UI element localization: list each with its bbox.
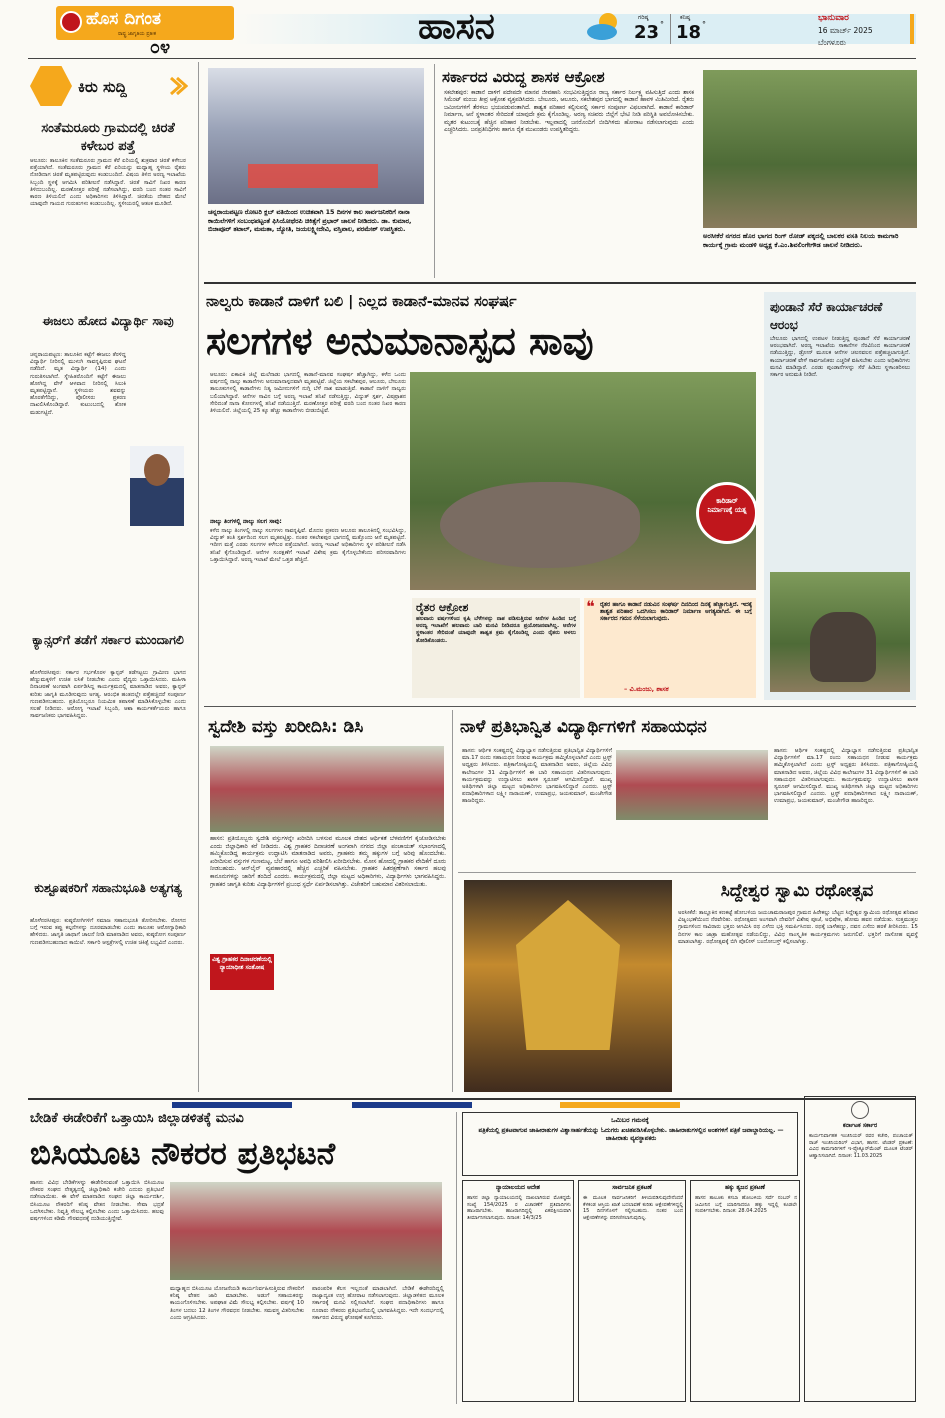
story-title: ಕುಶ್ಟೂಷಕರಿಗೆ ಸಹಾನುಭೂತಿ ಅತ್ಯಗತ್ಯ — [34, 880, 182, 895]
bottom-body: ಮಧ್ಯಾಹ್ನದ ಬಿಸಿಯೂಟ ಯೋಜನೆಯಡಿ ಕಾರ್ಯನಿರ್ವಹಿಸುತ್ತಿರುವ ನೌಕರರಿಗೆ ಕನಿಷ್ಠ ವೇತನ ಜಾರಿ ಮಾಡಬೇಕು. ಅಡುಗೆ ಸಹಾಯಕರನ್ನು ಕಾಯಂಗೊಳಿಸಬೇಕು. ಅಪಘಾತ ವಿಮೆ ಸೌಲಭ್ಯ ಕಲ್ಪಿಸಬೇಕು. ವರ್ಷಕ್ಕೆ 10 ತಿಂಗಳ ಬದಲು 12 ತಿಂಗಳ ಗೌರವಧನ ನೀಡಬೇಕು. ಸಮವಸ್ತ್ರ ವಿತರಿಸಬೇಕು ಎಂದು ಆಗ್ರಹಿಸಿದರು. — [170, 1286, 304, 1321]
story-title: ಸಿದ್ದೇಶ್ವರ ಸ್ವಾಮಿ ರಥೋತ್ಸವ — [720, 881, 874, 901]
notice-banner — [462, 1112, 798, 1176]
min-temp: 18 — [676, 22, 702, 43]
max-temp: 23 — [634, 22, 660, 43]
section-rule — [458, 872, 916, 873]
photo-caption: ಚನ್ನರಾಯಪಟ್ಟಣ ರೋಟರಿ ಕ್ಲಬ್ ವತಿಯಿಂದ ಉಚಿತವಾಗಿ 15 ದಿನಗಳ ಕಾಲ ಸಾರ್ವಜನಿಕರಿಗೆ ನಾನಾ ಕಾಯಿಲೆಗಳಿಗೆ ಸಂಬಂಧಪಟ್ಟಂತೆ ಫಿಸಿಯೋಥೆರಪಿ ಚಿಕಿತ್ಸೆಗೆ ಪ್ರಭಾರ್ ಚಾಲನೆ ನೀಡಿದರು. ಡಾ. ಕುಮಾರ, ಬಿಜಾಪೂರ್ ತಟಾಲ್, ಮಮತಾ, ಜ್ಯೋತಿ, ಜಯಲಕ್ಷ್ಮೀದೇವಿ, ವಸ್ತಿಪಾಲ, ಪರಮೇಶ್ ಉಪಸ್ಥಿತರು. — [208, 208, 412, 234]
min-temp-deg: ° — [702, 20, 706, 29]
side-photo — [770, 572, 910, 692]
notice — [578, 1180, 686, 1402]
box-body: ಹಲವಾರು ವರ್ಷಗಳಿಂದ ಕೃಷಿ ಬೆಳೆಗಳನ್ನು ನಾಶ ಪಡಿಸುತ್ತಿರುವ ಆನೆಗಳ ಹಿಂಡಿನ ಬಗ್ಗೆ ಅರಣ್ಯ ಇಲಾಖೆಗೆ ಹಲವಾರು ಬಾರಿ ಮನವಿ ನೀಡಿದರೂ ಪ್ರಯೋಜನವಾಗಿಲ್ಲ. ಆನೆಗಳ ಸ್ಥಳಾಂತರ ಸೇರಿದಂತೆ ಯಾವುದೇ ಶಾಶ್ವತ ಕ್ರಮ ಕೈಗೊಂಡಿಲ್ಲ ಎಂದು ರೈತರು ಅಳಲು ತೋಡಿಕೊಂಡರು. — [416, 616, 576, 644]
registration-marks — [88, 1408, 128, 1416]
kirusuddi-label: ಕಿರು ಸುದ್ದಿ — [78, 78, 127, 96]
col-rule — [434, 64, 435, 278]
notice-body: ಕಾರ್ಯನಿರ್ವಾಹಕ ಇಂಜಿನಿಯರ್ ರವರ ಕಚೇರಿ, ಪಂಚಾಯತ್ ರಾಜ್ ಇಂಜಿನಿಯರಿಂಗ್ ವಿಭಾಗ, ಹಾಸನ. ಟೆಂಡರ್ ಪ್ರಕಟಣೆ: ವಿವಿಧ ಕಾಮಗಾರಿಗಳಿಗೆ ಇ-ಪ್ರೊಕ್ಯೂರ್‌ಮೆಂಟ್ ಮೂಲಕ ಟೆಂಡರ್ ಆಹ್ವಾನಿಸಲಾಗಿದೆ. ದಿನಾಂಕ: 11.03.2025 — [809, 1133, 913, 1159]
lead-kicker: ನಾಲ್ವರು ಕಾಡಾನೆ ದಾಳಿಗೆ ಬಲಿ | ನಿಲ್ಲದ ಕಾಡಾನೆ-ಮಾನವ ಸಂಘರ್ಷ — [206, 294, 517, 310]
story-body: ಅರಸೀಕೆರೆ: ತಾಲ್ಲೂಕಿನ ಕಣಕಟ್ಟೆ ಹೋಬಳಿಯ ಜಯಚಾಮರಾಜಪುರ ಗ್ರಾಮದ ಹಿರೇಕಲ್ಲು ಬೆಟ್ಟದ ಸಿದ್ದೇಶ್ವರ ಸ್ವಾಮಿಯ ರಥೋತ್ಸವ ಶನಿವಾರ ವಿಜೃಂಭಣೆಯಿಂದ ನೆರವೇರಿತು. ರಥೋತ್ಸವದ ಅಂಗವಾಗಿ ದೇವರಿಗೆ ವಿಶೇಷ ಪೂಜೆ, ಅಭಿಷೇಕ, ಹೋಮ ಹವನ ನಡೆಯಿತು. ಸುತ್ತಮುತ್ತಲ ಗ್ರಾಮಗಳಿಂದ ಸಾವಿರಾರು ಭಕ್ತರು ಆಗಮಿಸಿ ರಥ ಎಳೆದು ಭಕ್ತಿ ಸಮರ್ಪಿಸಿದರು. ರಥಕ್ಕೆ ಬಾಳೆಹಣ್ಣು, ದವನ ಎಸೆದು ಹರಕೆ ತೀರಿಸಿದರು. 15 ದಿನಗಳ ಕಾಲ ಜಾತ್ರಾ ಮಹೋತ್ಸವ ನಡೆಯಲಿದ್ದು, ವಿವಿಧ ಸಾಂಸ್ಕೃತಿಕ ಕಾರ್ಯಕ್ರಮಗಳು ಜರುಗಲಿವೆ. ಭಕ್ತರಿಗೆ ದಾಸೋಹ ವ್ಯವಸ್ಥೆ ಮಾಡಲಾಗಿತ್ತು. ರಥೋತ್ಸವಕ್ಕೆ ಬಿಗಿ ಪೊಲೀಸ್ ಬಂದೋಬಸ್ತ್ ಕಲ್ಪಿಸಲಾಗಿತ್ತು. — [678, 910, 918, 945]
farmers-box — [412, 598, 580, 698]
consumer-badge — [210, 954, 274, 990]
emblem-icon — [851, 1101, 869, 1119]
protest-photo — [170, 1182, 442, 1280]
masthead — [0, 0, 945, 58]
story-title: ಸ್ವದೇಶಿ ವಸ್ತು ಖರೀದಿಸಿ: ಡಿಸಿ — [208, 717, 364, 737]
quote-author: – ವಿ.ಮಂಜು, ಶಾಸಕ — [624, 685, 669, 693]
quote-icon: ❝ — [586, 600, 595, 614]
logo-emblem-icon — [60, 11, 82, 33]
side-body: ಬೇಲೂರು ಭಾಗದಲ್ಲಿ ಉಪಟಳ ನೀಡುತ್ತಿದ್ದ ಪುಂಡಾನೆ ಸೆರೆ ಕಾರ್ಯಾಚರಣೆ ಆರಂಭವಾಗಿದೆ. ಅರಣ್ಯ ಇಲಾಖೆಯ ಸಾಕಾನೆಗಳ ನೆರವಿನಿಂದ ಕಾರ್ಯಾಚರಣೆ ನಡೆಯುತ್ತಿದ್ದು, ಡ್ರೋನ್ ಮೂಲಕ ಆನೆಗಳ ಚಲನವಲನ ಪತ್ತೆಹಚ್ಚಲಾಗುತ್ತಿದೆ. ಕಾರ್ಯಾಚರಣೆ ವೇಳೆ ಸಾರ್ವಜನಿಕರು ಎಚ್ಚರಿಕೆ ವಹಿಸಬೇಕು ಎಂದು ಅಧಿಕಾರಿಗಳು ಮನವಿ ಮಾಡಿದ್ದಾರೆ. ಎರಡು ಪುಂಡಾನೆಗಳನ್ನು ಸೆರೆ ಹಿಡಿದು ಸ್ಥಳಾಂತರಿಸಲು ಸರ್ಕಾರ ಅನುಮತಿ ನೀಡಿದೆ. — [770, 336, 910, 379]
section-rule — [28, 1098, 916, 1100]
masthead-rule — [28, 58, 916, 59]
badge-text: ಕಾರಿಡಾರ್ ನಿರ್ಮಾಣಕ್ಕೆ ಯತ್ನ — [707, 497, 747, 514]
scholarship-photo — [616, 750, 768, 820]
badge-text: ವಿಶ್ವ ಗ್ರಾಹಕರ ದಿನಾಚರಣೆಯಲ್ಲಿ ನ್ಯಾಯಾಧೀಶ ಸಂತೋಷ — [212, 956, 272, 971]
elephant-shape — [810, 612, 876, 682]
lead-headline: ಸಲಗಗಳ ಅನುಮಾನಾಸ್ಪದ ಸಾವು — [206, 319, 594, 363]
student-photo — [130, 446, 184, 526]
masthead-accent — [910, 14, 914, 44]
badge — [696, 482, 756, 544]
weather-icon — [584, 10, 626, 42]
photo-caption: ಅರಸೀಕೆರೆ ನಗರದ ಹೊರ ಭಾಗದ ರಿಂಗ್ ರೋಡ್ ಪಕ್ಕದಲ್ಲಿ ಬಾಲಕರ ವಸತಿ ನಿಲಯ ಕಾಮಗಾರಿ ಕಾರ್ಯಕ್ಕೆ ಗ್ರಾಮ ಮಂಡಳಿ ಅಧ್ಯಕ್ಷ ಕೆ.ಎಂ.ಶಿವಲಿಂಗೇಗೌಡ ಚಾಲನೆ ನೀಡಿದರು. — [703, 232, 899, 249]
story-title: ಈಜಲು ಹೋದ ವಿದ್ಯಾರ್ಥಿ ಸಾವು — [42, 313, 174, 328]
notice-body: ಈ ಮೂಲಕ ಸಾರ್ವಜನಿಕರಿಗೆ ತಿಳಿಯಪಡಿಸುವುದೇನೆಂದರೆ ಕೆಳಕಂಡ ಆಸ್ತಿಯ ಖಾತೆ ಬದಲಾವಣೆ ಕುರಿತು ಆಕ್ಷೇಪಣೆಗಳಿದ್ದಲ್ಲಿ 15 ದಿನಗಳೊಳಗೆ ಸಲ್ಲಿಸಬಹುದು. ನಂತರ ಬಂದ ಆಕ್ಷೇಪಣೆಗಳನ್ನು ಪರಿಗಣಿಸಲಾಗುವುದಿಲ್ಲ. — [583, 1195, 683, 1221]
logo-tagline: ರಾಷ್ಟ್ರ ಜಾಗೃತಿಯ ಪ್ರತೀಕ — [118, 31, 157, 37]
chariot-shape — [516, 900, 620, 1050]
story-title: ಸರ್ಕಾರದ ವಿರುದ್ಧ ಶಾಸಕ ಆಕ್ರೋಶ — [442, 68, 605, 86]
min-temp-label: ಕನಿಷ್ಠ — [680, 14, 691, 21]
bottom-kicker: ಬೇಡಿಕೆ ಈಡೇರಿಕೆಗೆ ಒತ್ತಾಯಿಸಿ ಜಿಲ್ಲಾಡಳಿತಕ್ಕೆ ಮನವಿ — [30, 1111, 244, 1126]
lead-photo — [410, 372, 756, 590]
consumer-photo — [210, 746, 444, 832]
section-rule — [204, 706, 916, 707]
notice-title: ಹಕ್ಕು ತ್ಯಜನ ಪ್ರಕಟಣೆ — [725, 1184, 765, 1191]
issue-date: 16 ಮಾರ್ಚ್ 2025 — [818, 26, 873, 35]
logo-block — [56, 6, 234, 40]
notice — [804, 1096, 916, 1402]
city-name: ಹಾಸನ — [418, 6, 495, 47]
quote-box — [584, 598, 756, 698]
color-marks — [560, 1102, 680, 1108]
story-title: ಸಂತೆಮರೂರು ಗ್ರಾಮದಲ್ಲಿ ಚಿರತೆ ಕಳೇಬರ ಪತ್ತೆ — [41, 121, 175, 154]
registration-marks — [332, 1408, 372, 1416]
story-body: ಚನ್ನರಾಯಪಟ್ಟಣ: ತಾಲೂಕಿನ ಕಟ್ಟೆಗೆ ಈಜಲು ತೆರಳಿದ್ದ ವಿದ್ಯಾರ್ಥಿ ನೀರಿನಲ್ಲಿ ಮುಳುಗಿ ಸಾವನ್ನಪ್ಪಿರುವ ಘಟನೆ ನಡೆದಿದೆ. ಮೃತ ವಿದ್ಯಾರ್ಥಿ (14) ಎಂದು ಗುರುತಿಸಲಾಗಿದೆ. ಸ್ನೇಹಿತರೊಂದಿಗೆ ಕಟ್ಟೆಗೆ ಈಜಲು ಹೋಗಿದ್ದ ವೇಳೆ ಆಳವಾದ ನೀರಿನಲ್ಲಿ ಸಿಲುಕಿ ಮೃತಪಟ್ಟಿದ್ದಾನೆ. ಸ್ಥಳೀಯರು ಶವವನ್ನು ಹೊರತೆಗೆದಿದ್ದು, ಪೊಲೀಸರು ಪ್ರಕರಣ ದಾಖಲಿಸಿಕೊಂಡಿದ್ದಾರೆ. ಕುಟುಂಬದಲ್ಲಿ ಶೋಕ ಮಡುಗಟ್ಟಿದೆ. — [30, 352, 126, 416]
registration-marks — [846, 1408, 886, 1416]
bottom-body: ಹಾಸನ: ವಿವಿಧ ಬೇಡಿಕೆಗಳನ್ನು ಈಡೇರಿಸುವಂತೆ ಒತ್ತಾಯಿಸಿ ಬಿಸಿಯೂಟ ನೌಕರರ ಸಂಘದ ನೇತೃತ್ವದಲ್ಲಿ ಜಿಲ್ಲಾಧಿಕಾರಿ ಕಚೇರಿ ಎದುರು ಪ್ರತಿಭಟನೆ ನಡೆಸಲಾಯಿತು. ಈ ವೇಳೆ ಮಾತನಾಡಿದ ಸಂಘದ ಜಿಲ್ಲಾ ಕಾರ್ಯದರ್ಶಿ, ಬಿಸಿಯೂಟ ನೌಕರರಿಗೆ ಕನಿಷ್ಠ ವೇತನ ನೀಡಬೇಕು. ಸೇವಾ ಭದ್ರತೆ ಒದಗಿಸಬೇಕು. ನಿವೃತ್ತಿ ಸೌಲಭ್ಯ ಕಲ್ಪಿಸಬೇಕು ಎಂದು ಒತ್ತಾಯಿಸಿದರು. ಹಲವು ವರ್ಷಗಳಿಂದ ಕಡಿಮೆ ಗೌರವಧನಕ್ಕೆ ದುಡಿಯುತ್ತಿದ್ದೇವೆ. — [30, 1180, 164, 1223]
issue-day: ಭಾನುವಾರ — [818, 13, 849, 23]
page-number: ೦೪ — [149, 38, 171, 58]
notice-body: ಹಾಸನ ಜಿಲ್ಲಾ ನ್ಯಾಯಾಲಯದಲ್ಲಿ ದಾಖಲಾಗಿರುವ ಮೊಕದ್ದಮೆ ಸಂಖ್ಯೆ 154/2025 ರ ವಿಚಾರಣೆಗೆ ಪ್ರತಿವಾದಿಗಳು ಹಾಜರಾಗಬೇಕು. ಹಾಜರಾಗದಿದ್ದಲ್ಲಿ ಏಕಪಕ್ಷೀಯವಾಗಿ ತೀರ್ಮಾನಿಸಲಾಗುವುದು. ದಿನಾಂಕ: 14/3/25 — [467, 1195, 571, 1221]
notice-body: ಹಾಸನ ತಾಲೂಕು ಕಸಬಾ ಹೋಬಳಿಯ ಸರ್ವೆ ನಂಬರ್ ನ ಜಮೀನಿನ ಬಗ್ಗೆ ಯಾರಿಗಾದರೂ ಹಕ್ಕು ಇದ್ದಲ್ಲಿ ಕೂಡಲೇ ಸಂಪರ್ಕಿಸಬೇಕು. ದಿನಾಂಕ: 28.04.2025 — [695, 1195, 797, 1215]
notice-title: ನ್ಯಾಯಾಲಯದ ಆದೇಶ — [495, 1184, 541, 1191]
notice-title: ಕರ್ನಾಟಕ ಸರ್ಕಾರ — [842, 1122, 878, 1129]
kirusuddi-badge — [30, 66, 188, 106]
top-photo-2 — [703, 70, 917, 228]
registration-marks — [590, 1408, 630, 1416]
notice-title: ಒಮಿಬರ ಗಮನಕ್ಕೆ — [611, 1116, 649, 1124]
max-temp-deg: ° — [660, 20, 664, 29]
story-body: ಹೊಳೆನರಸೀಪುರ: ಸರ್ಕಾರ ಗರ್ಭಕೊರಳ ಕ್ಯಾನ್ಸರ್ ತಡೆಗಟ್ಟಲು ಗ್ರಾಮೀಣ ಭಾಗದ ಹೆಣ್ಣುಮಕ್ಕಳಿಗೆ ಉಚಿತ ಲಸಿಕೆ ನೀಡಬೇಕು ಎಂದು ವೈದ್ಯರು ಒತ್ತಾಯಿಸಿದರು. ಮಹಿಳಾ ದಿನಾಚರಣೆ ಅಂಗವಾಗಿ ಏರ್ಪಡಿಸಿದ್ದ ಕಾರ್ಯಕ್ರಮದಲ್ಲಿ ಮಾತನಾಡಿದ ಅವರು, ಕ್ಯಾನ್ಸರ್ ಕುರಿತು ಜಾಗೃತಿ ಮೂಡಿಸುವುದು ಅಗತ್ಯ. ಆರಂಭಿಕ ಹಂತದಲ್ಲೇ ಪತ್ತೆಹಚ್ಚಿದರೆ ಸಂಪೂರ್ಣ ಗುಣಪಡಿಸಬಹುದು. ಪ್ರತಿಯೊಬ್ಬರೂ ನಿಯಮಿತ ತಪಾಸಣೆ ಮಾಡಿಸಿಕೊಳ್ಳಬೇಕು ಎಂದು ಸಲಹೆ ನೀಡಿದರು. ಆರೋಗ್ಯ ಇಲಾಖೆ ಸಿಬ್ಬಂದಿ, ಆಶಾ ಕಾರ್ಯಕರ್ತೆಯರು ಹಾಗೂ ಸಾರ್ವಜನಿಕರು ಭಾಗವಹಿಸಿದ್ದರು. — [30, 670, 186, 720]
lead-body: ಆಲೂರು: ಏಕಾಏಕಿ ಜಿಲ್ಲೆ ಮಲೆನಾಡು ಭಾಗದಲ್ಲಿ ಕಾಡಾನೆ-ಮಾನವ ಸಂಘರ್ಷ ಹೆಚ್ಚಾಗಿದ್ದು, ಕಳೆದ ಒಂದು ವರ್ಷದಲ್ಲಿ ನಾಲ್ಕು ಕಾಡಾನೆಗಳು ಅನುಮಾನಾಸ್ಪದವಾಗಿ ಮೃತಪಟ್ಟಿವೆ. ಜಿಲ್ಲೆಯ ಸಕಲೇಶಪುರ, ಆಲೂರು, ಬೇಲೂರು ತಾಲೂಕುಗಳಲ್ಲಿ ಕಾಡಾನೆಗಳು ನಿತ್ಯ ಜಮೀನುಗಳಿಗೆ ನುಗ್ಗಿ ಬೆಳೆ ನಾಶ ಮಾಡುತ್ತಿವೆ. ಕಾಡಾನೆ ದಾಳಿಗೆ ನಾಲ್ವರು ಬಲಿಯಾಗಿದ್ದಾರೆ. ಆನೆಗಳ ಸಾವಿನ ಬಗ್ಗೆ ಅರಣ್ಯ ಇಲಾಖೆ ತನಿಖೆ ನಡೆಸುತ್ತಿದ್ದು, ವಿದ್ಯುತ್ ಸ್ಪರ್ಶ, ವಿಷಪ್ರಾಶನ ಸೇರಿದಂತೆ ನಾನಾ ಕೋನಗಳಲ್ಲಿ ತನಿಖೆ ನಡೆಯುತ್ತಿದೆ. ಮರಣೋತ್ತರ ಪರೀಕ್ಷೆ ವರದಿ ಬಂದ ನಂತರ ನಿಖರ ಕಾರಣ ತಿಳಿಯಲಿದೆ. ಜಿಲ್ಲೆಯಲ್ಲಿ 25 ಕ್ಕೂ ಹೆಚ್ಚು ಕಾಡಾನೆಗಳು ಬೀಡುಬಿಟ್ಟಿವೆ. — [210, 372, 406, 415]
lead-subhead: ನಾಲ್ಕು ತಿಂಗಳಲ್ಲಿ ನಾಲ್ಕು ಸಲಗ ಸಾವು: — [210, 518, 282, 525]
story-title: ನಾಳೆ ಪ್ರತಿಭಾನ್ವಿತ ವಿದ್ಯಾರ್ಥಿಗಳಿಗೆ ಸಹಾಯಧನ — [460, 717, 707, 737]
bottom-body: ಪಾರಂಪರಿಕ ಕೆಲಸ ಇಲ್ಲದಂತೆ ಮಾಡಲಾಗಿದೆ. ಬೇಡಿಕೆ ಈಡೇರದಿದ್ದಲ್ಲಿ ರಾಜ್ಯಾದ್ಯಂತ ಉಗ್ರ ಹೋರಾಟ ನಡೆಸಲಾಗುವುದು. ಜಿಲ್ಲಾಡಳಿತದ ಮೂಲಕ ಸರ್ಕಾರಕ್ಕೆ ಮನವಿ ಸಲ್ಲಿಸಲಾಗಿದೆ. ಸಂಘದ ಪದಾಧಿಕಾರಿಗಳು ಹಾಗೂ ನೂರಾರು ನೌಕರರು ಪ್ರತಿಭಟನೆಯಲ್ಲಿ ಭಾಗವಹಿಸಿದ್ದರು. ಇದೇ ಸಂದರ್ಭದಲ್ಲಿ ಸರ್ಕಾರದ ವಿರುದ್ಧ ಘೋಷಣೆ ಕೂಗಿದರು. — [312, 1286, 444, 1321]
story-body: ಸಕಲೇಶಪುರ: ಕಾಡಾನೆ ದಾಳಿಗೆ ಪದೇಪದೇ ಮಾನವ ಜೀವಹಾನಿ ಸಂಭವಿಸುತ್ತಿದ್ದರೂ ರಾಜ್ಯ ಸರ್ಕಾರ ನಿರ್ಲಕ್ಷ್ಯ ವಹಿಸುತ್ತಿದೆ ಎಂದು ಶಾಸಕ ಸಿಮೆಂಟ್ ಮಂಜು ತೀವ್ರ ಆಕ್ರೋಶ ವ್ಯಕ್ತಪಡಿಸಿದರು. ಬೇಲೂರು, ಆಲೂರು, ಸಕಲೇಶಪುರ ಭಾಗದಲ್ಲಿ ಕಾಡಾನೆ ಹಾವಳಿ ಮಿತಿಮೀರಿದೆ. ರೈತರು ಜಮೀನುಗಳಿಗೆ ತೆರಳಲು ಭಯಪಡುವಂತಾಗಿದೆ. ಶಾಶ್ವತ ಪರಿಹಾರ ಕಲ್ಪಿಸುವಲ್ಲಿ ಸರ್ಕಾರ ಸಂಪೂರ್ಣ ವಿಫಲವಾಗಿದೆ. ಕಾಡಾನೆ ಕಾರಿಡಾರ್ ನಿರ್ಮಾಣ, ಆನೆ ಸ್ಥಳಾಂತರ ಸೇರಿದಂತೆ ಯಾವುದೇ ಕ್ರಮ ಕೈಗೊಂಡಿಲ್ಲ. ಅರಣ್ಯ ಸಚಿವರು ಜಿಲ್ಲೆಗೆ ಭೇಟಿ ನೀಡಿ ಪರಿಸ್ಥಿತಿ ಅವಲೋಕಿಸಬೇಕು. ಮೃತರ ಕುಟುಂಬಕ್ಕೆ ಹೆಚ್ಚಿನ ಪರಿಹಾರ ನೀಡಬೇಕು. ಇಲ್ಲವಾದಲ್ಲಿ ಜನರೊಂದಿಗೆ ಬೀದಿಗಿಳಿದು ಹೋರಾಟ ನಡೆಸಲಾಗುವುದು ಎಂದು ಎಚ್ಚರಿಸಿದರು. ಜನಪ್ರತಿನಿಧಿಗಳು ಹಾಗೂ ರೈತ ಮುಖಂಡರು ಉಪಸ್ಥಿತರಿದ್ದರು. — [444, 90, 694, 134]
quote-text: ರೈತರ ಹಾಗೂ ಕಾಡಾನೆ ನಡುವಿನ ಸಂಘರ್ಷ ದಿನದಿಂದ ದಿನಕ್ಕೆ ಹೆಚ್ಚಾಗುತ್ತಿದೆ. ಇದಕ್ಕೆ ಶಾಶ್ವತ ಪರಿಹಾರ ಒದಗಿಸಲು ಕಾರಿಡಾರ್ ನಿರ್ಮಾಣ ಅಗತ್ಯವಾಗಿದೆ. ಈ ಬಗ್ಗೆ ಸರ್ಕಾರದ ಗಮನ ಸೆಳೆಯಲಾಗುವುದು. — [600, 602, 752, 623]
col-rule — [456, 1112, 457, 1404]
hand-icon — [30, 66, 72, 106]
lead-body: ಕಳೆದ ನಾಲ್ಕು ತಿಂಗಳಲ್ಲಿ ನಾಲ್ಕು ಸಲಗಗಳು ಸಾವನ್ನಪ್ಪಿವೆ. ಮೊದಲ ಪ್ರಕರಣ ಆಲೂರು ತಾಲೂಕಿನಲ್ಲಿ ಸಂಭವಿಸಿದ್ದು, ವಿದ್ಯುತ್ ತಂತಿ ಸ್ಪರ್ಶದಿಂದ ಸಲಗ ಮೃತಪಟ್ಟಿತ್ತು. ನಂತರ ಸಕಲೇಶಪುರ ಭಾಗದಲ್ಲಿ ಮತ್ತೊಂದು ಆನೆ ಮೃತಪಟ್ಟಿದೆ. ಇದೀಗ ಮತ್ತೆ ಎರಡು ಸಲಗಗಳ ಕಳೇಬರ ಪತ್ತೆಯಾಗಿದೆ. ಅರಣ್ಯ ಇಲಾಖೆ ಅಧಿಕಾರಿಗಳು ಸ್ಥಳ ಪರಿಶೀಲನೆ ನಡೆಸಿ ತನಿಖೆ ಕೈಗೊಂಡಿದ್ದಾರೆ. ಆನೆಗಳ ಸಂರಕ್ಷಣೆಗೆ ಇಲಾಖೆ ವಿಶೇಷ ಕ್ರಮ ಕೈಗೊಳ್ಳಬೇಕೆಂದು ಪರಿಸರವಾದಿಗಳು ಒತ್ತಾಯಿಸಿದ್ದಾರೆ. ಅರಣ್ಯ ಇಲಾಖೆ ಮೇಲೆ ಒತ್ತಡ ಹೆಚ್ಚಿದೆ. — [210, 528, 406, 563]
logo-text: ಹೊಸ ದಿಗಂತ — [86, 9, 161, 29]
issue-edition: ಬೆಂಗಳೂರು — [818, 38, 847, 47]
notice-title: ಸಾರ್ವಜನಿಕ ಪ್ರಕಟಣೆ — [612, 1184, 652, 1191]
notice-body: ಪತ್ರಿಕೆಯಲ್ಲಿ ಪ್ರಕಟವಾಗುವ ಜಾಹೀರಾತುಗಳ ವಿಶ್ವಾಸಾರ್ಹತೆಯನ್ನು ಓದುಗರು ಖಚಿತಪಡಿಸಿಕೊಳ್ಳಬೇಕು. ಜಾಹೀರಾತುಗಳಲ್ಲಿನ ಅಂಶಗಳಿಗೆ ಪತ್ರಿಕೆ ಜವಾಬ್ದಾರಿಯಲ್ಲ. — ಜಾಹೀರಾತು ವ್ಯವಸ್ಥಾಪಕರು — [478, 1127, 784, 1142]
story-body: ಹಾಸನ: ಆರ್ಥಿಕ ಸಂಕಷ್ಟದಲ್ಲಿ ವಿದ್ಯಾಭ್ಯಾಸ ನಡೆಸುತ್ತಿರುವ ಪ್ರತಿಭಾನ್ವಿತ ವಿದ್ಯಾರ್ಥಿಗಳಿಗೆ ಮಾ.17 ರಂದು ಸಹಾಯಧನ ನೀಡುವ ಕಾರ್ಯಕ್ರಮ ಹಮ್ಮಿಕೊಳ್ಳಲಾಗಿದೆ ಎಂದು ಟ್ರಸ್ಟ್ ಅಧ್ಯಕ್ಷರು ತಿಳಿಸಿದರು. ಪತ್ರಿಕಾಗೋಷ್ಠಿಯಲ್ಲಿ ಮಾತನಾಡಿದ ಅವರು, ಜಿಲ್ಲೆಯ ವಿವಿಧ ಕಾಲೇಜುಗಳ 31 ವಿದ್ಯಾರ್ಥಿಗಳಿಗೆ ಈ ಬಾರಿ ಸಹಾಯಧನ ವಿತರಿಸಲಾಗುವುದು. ಕಾರ್ಯಕ್ರಮವನ್ನು ಉದ್ಘಾಟಿಸಲು ಶಾಸಕ ಸ್ವರೂಪ್ ಆಗಮಿಸಲಿದ್ದಾರೆ. ಮುಖ್ಯ ಅತಿಥಿಗಳಾಗಿ ಜಿಲ್ಲಾ ಮಟ್ಟದ ಅಧಿಕಾರಿಗಳು ಭಾಗವಹಿಸಲಿದ್ದಾರೆ ಎಂದರು. ಟ್ರಸ್ಟ್ ಪದಾಧಿಕಾರಿಗಳಾದ ಲಕ್ಷ್ಮೀ ನಾರಾಯಣ್, ಉಮಾಪ್ರಭ, ಜಯಕುಮಾರ್, ಮಂಜೇಗೌಡ ಹಾಜರಿದ್ದರು. — [462, 748, 612, 805]
notice — [462, 1180, 574, 1402]
chevron-right-icon — [168, 76, 188, 96]
side-title: ಪುಂಡಾನೆ ಸೆರೆ ಕಾರ್ಯಾಚರಣೆ ಆರಂಭ — [770, 300, 883, 332]
story-body: ಹೊಳೆನರಸೀಪುರ: ಕುಷ್ಠರೋಗಿಗಳಿಗೆ ಸಮಾಜ ಸಹಾನುಭೂತಿ ತೋರಿಸಬೇಕು. ರೋಗದ ಬಗ್ಗೆ ಇರುವ ತಪ್ಪು ಕಲ್ಪನೆಗಳನ್ನು ದೂರಮಾಡಬೇಕು ಎಂದು ತಾಲೂಕು ಆರೋಗ್ಯಾಧಿಕಾರಿ ಹೇಳಿದರು. ಜಾಗೃತಿ ಜಾಥಾಗೆ ಚಾಲನೆ ನೀಡಿ ಮಾತನಾಡಿದ ಅವರು, ಕುಷ್ಠರೋಗ ಸಂಪೂರ್ಣ ಗುಣಪಡಿಸಬಹುದಾದ ಕಾಯಿಲೆ. ಸರ್ಕಾರಿ ಆಸ್ಪತ್ರೆಗಳಲ್ಲಿ ಉಚಿತ ಚಿಕಿತ್ಸೆ ಲಭ್ಯವಿದೆ ಎಂದರು. — [30, 918, 186, 946]
max-temp-label: ಗರಿಷ್ಠ — [638, 14, 649, 21]
section-rule — [204, 282, 916, 284]
story-body: ಹಾಸನ: ಪ್ರತಿಯೊಬ್ಬರು ಸ್ವದೇಶಿ ವಸ್ತುಗಳನ್ನೇ ಖರೀದಿಸಿ ಬಳಸುವ ಮೂಲಕ ದೇಶದ ಆರ್ಥಿಕತೆ ಬೆಳವಣಿಗೆಗೆ ಕೈಜೋಡಿಸಬೇಕು ಎಂದು ಜಿಲ್ಲಾಧಿಕಾರಿ ಕರೆ ನೀಡಿದರು. ವಿಶ್ವ ಗ್ರಾಹಕರ ದಿನಾಚರಣೆ ಅಂಗವಾಗಿ ನಗರದ ಜಿಲ್ಲಾ ಪಂಚಾಯತ್ ಸಭಾಂಗಣದಲ್ಲಿ ಹಮ್ಮಿಕೊಂಡಿದ್ದ ಕಾರ್ಯಕ್ರಮ ಉದ್ಘಾಟಿಸಿ ಮಾತನಾಡಿದ ಅವರು, ಗ್ರಾಹಕರು ತಮ್ಮ ಹಕ್ಕುಗಳ ಬಗ್ಗೆ ಅರಿವು ಹೊಂದಬೇಕು. ಖರೀದಿಸುವ ವಸ್ತುಗಳ ಗುಣಮಟ್ಟ, ಬೆಲೆ ಹಾಗೂ ಅವಧಿ ಪರಿಶೀಲಿಸಿ ಖರೀದಿಸಬೇಕು. ಮೋಸ ಹೋದಲ್ಲಿ ಗ್ರಾಹಕರ ವೇದಿಕೆಗೆ ದೂರು ನೀಡಬಹುದು. ಆನ್‌ಲೈನ್ ವ್ಯವಹಾರದಲ್ಲಿ ಹೆಚ್ಚಿನ ಎಚ್ಚರಿಕೆ ವಹಿಸಬೇಕು. ಗ್ರಾಹಕರ ಹಿತರಕ್ಷಣೆಗಾಗಿ ಸರ್ಕಾರ ಹಲವು ಕಾನೂನುಗಳನ್ನು ಜಾರಿಗೆ ತಂದಿದೆ ಎಂದರು. ಕಾರ್ಯಕ್ರಮದಲ್ಲಿ ಜಿಲ್ಲಾ ಮಟ್ಟದ ಅಧಿಕಾರಿಗಳು, ವಿದ್ಯಾರ್ಥಿಗಳು ಭಾಗವಹಿಸಿದ್ದರು. ಗ್ರಾಹಕರ ಜಾಗೃತಿ ಕುರಿತು ವಿದ್ಯಾರ್ಥಿಗಳಿಗೆ ಪ್ರಬಂಧ ಸ್ಪರ್ಧೆ ಏರ್ಪಡಿಸಲಾಗಿತ್ತು. ವಿಜೇತರಿಗೆ ಬಹುಮಾನ ವಿತರಿಸಲಾಯಿತು. — [210, 836, 446, 888]
table-banner — [248, 164, 378, 188]
notice — [690, 1180, 800, 1402]
story-body-cont: ಹಾಸನ: ಆರ್ಥಿಕ ಸಂಕಷ್ಟದಲ್ಲಿ ವಿದ್ಯಾಭ್ಯಾಸ ನಡೆಸುತ್ತಿರುವ ಪ್ರತಿಭಾನ್ವಿತ ವಿದ್ಯಾರ್ಥಿಗಳಿಗೆ ಮಾ.17 ರಂದು ಸಹಾಯಧನ ನೀಡುವ ಕಾರ್ಯಕ್ರಮ ಹಮ್ಮಿಕೊಳ್ಳಲಾಗಿದೆ ಎಂದು ಟ್ರಸ್ಟ್ ಅಧ್ಯಕ್ಷರು ತಿಳಿಸಿದರು. ಪತ್ರಿಕಾಗೋಷ್ಠಿಯಲ್ಲಿ ಮಾತನಾಡಿದ ಅವರು, ಜಿಲ್ಲೆಯ ವಿವಿಧ ಕಾಲೇಜುಗಳ 31 ವಿದ್ಯಾರ್ಥಿಗಳಿಗೆ ಈ ಬಾರಿ ಸಹಾಯಧನ ವಿತರಿಸಲಾಗುವುದು. ಕಾರ್ಯಕ್ರಮವನ್ನು ಉದ್ಘಾಟಿಸಲು ಶಾಸಕ ಸ್ವರೂಪ್ ಆಗಮಿಸಲಿದ್ದಾರೆ. ಮುಖ್ಯ ಅತಿಥಿಗಳಾಗಿ ಜಿಲ್ಲಾ ಮಟ್ಟದ ಅಧಿಕಾರಿಗಳು ಭಾಗವಹಿಸಲಿದ್ದಾರೆ ಎಂದರು. ಟ್ರಸ್ಟ್ ಪದಾಧಿಕಾರಿಗಳಾದ ಲಕ್ಷ್ಮೀ ನಾರಾಯಣ್, ಉಮಾಪ್ರಭ, ಜಯಕುಮಾರ್, ಮಂಜೇಗೌಡ ಹಾಜರಿದ್ದರು. — [774, 748, 918, 805]
box-title: ರೈತರ ಆಕ್ರೋಶ — [416, 601, 469, 614]
chariot-photo — [464, 880, 672, 1092]
story-title: ಕ್ಯಾನ್ಸರ್‌ಗೆ ತಡೆಗೆ ಸರ್ಕಾರ ಮುಂದಾಗಲಿ — [32, 632, 184, 647]
sidebar-rule — [198, 62, 199, 1092]
temp-divider — [670, 14, 671, 44]
col-rule — [452, 710, 453, 1092]
face-shape — [144, 454, 170, 486]
elephant-shape — [440, 482, 640, 568]
side-panel — [764, 292, 916, 700]
top-photo-1 — [208, 68, 424, 204]
story-body: ಆಲೂರು: ತಾಲೂಕಿನ ಸಂತೆಮರೂರು ಗ್ರಾಮದ ಕೆರೆ ಏರಿಯಲ್ಲಿ ಶುಕ್ರವಾರ ಚಿರತೆ ಕಳೇಬರ ಪತ್ತೆಯಾಗಿದೆ. ಸಂತೆಮರೂರು ಗ್ರಾಮದ ಕೆರೆ ಏರಿಯನ್ನು ಮಧ್ಯಾಹ್ನ ಸ್ಥಳೀಯ ರೈತರು ನೋಡಿದಾಗ ಚಿರತೆ ಮೃತಪಟ್ಟಿರುವುದು ಕಂಡುಬಂದಿದೆ. ವಿಷಯ ತಿಳಿದ ಅರಣ್ಯ ಇಲಾಖೆಯ ಸಿಬ್ಬಂದಿ ಸ್ಥಳಕ್ಕೆ ಆಗಮಿಸಿ ಪರಿಶೀಲನೆ ನಡೆಸಿದ್ದಾರೆ. ಚಿರತೆ ಸಾವಿಗೆ ನಿಖರ ಕಾರಣ ತಿಳಿದುಬಂದಿಲ್ಲ. ಮರಣೋತ್ತರ ಪರೀಕ್ಷೆ ನಡೆಸಲಾಗಿದ್ದು, ವರದಿ ಬಂದ ನಂತರ ಸಾವಿಗೆ ಕಾರಣ ತಿಳಿಯಲಿದೆ ಎಂದು ಅಧಿಕಾರಿಗಳು ತಿಳಿಸಿದ್ದಾರೆ. ಚಿರತೆಯ ದೇಹದ ಮೇಲೆ ಯಾವುದೇ ಗಾಯದ ಗುರುತುಗಳು ಕಂಡುಬಂದಿಲ್ಲ. ಸ್ಥಳೀಯರಲ್ಲಿ ಆತಂಕ ಮೂಡಿದೆ. — [30, 158, 186, 208]
bottom-headline: ಬಿಸಿಯೂಟ ನೌಕರರ ಪ್ರತಿಭಟನೆ — [30, 1136, 336, 1172]
